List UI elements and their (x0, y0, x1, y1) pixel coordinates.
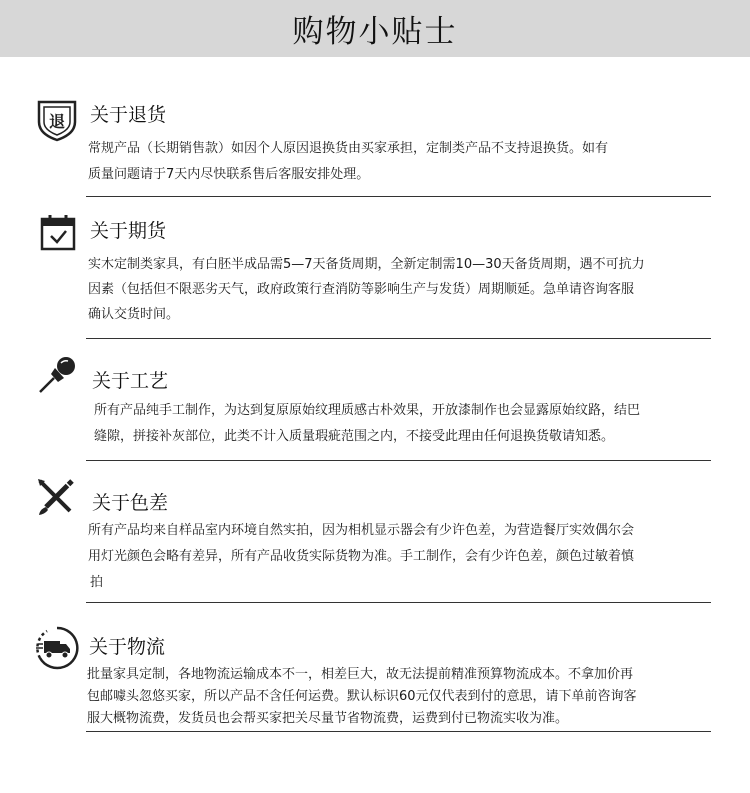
body-line: 缝隙，拼接补灰部位，此类不计入质量瑕疵范围之内，不接受此理由任何退换货敬请知悉。 (94, 429, 615, 444)
body-line: 批量家具定制，各地物流运输成本不一，相差巨大，故无法提前精准预算物流成本。不拿加价再 (87, 667, 634, 682)
pushpin-icon (37, 354, 79, 394)
section-body (88, 521, 634, 599)
delivery-truck-icon (34, 625, 80, 671)
section-heading: 关于工艺 (92, 370, 169, 392)
calendar-check-icon (38, 213, 78, 253)
body-line: 常规产品（长期销售款）如因个人原因退换货由买家承担，定制类产品不支持退换货。如有 (88, 141, 609, 156)
section-body (87, 665, 637, 731)
body-line: 用灯光颜色会略有差异，所有产品收货实际货物为准。手工制作，会有少许色差，颜色过敏着慎 (88, 549, 635, 564)
section-body (94, 401, 640, 453)
body-line: 包邮噱头忽悠买家，所以产品不含任何运费。默认标识60元仅代表到付的意思，请下单前咨询客 (87, 689, 637, 704)
section-heading: 关于期货 (90, 220, 167, 242)
divider (86, 196, 711, 197)
body-line: 因素（包括但不限恶劣天气，政府政策行查消防等影响生产与发货）周期顺延。急单请咨询客服 (88, 282, 635, 297)
body-line: 实木定制类家具，有白胚半成品需5—7天备货周期，全新定制需10—30天备货周期，遇不可抗力 (88, 257, 645, 272)
brush-pencil-cross-icon (36, 477, 76, 517)
body-line: 所有产品均来自样品室内环境自然实拍，因为相机显示器会有少许色差，为营造餐厅实效偶尔会 (88, 523, 635, 538)
divider (86, 602, 711, 603)
section-heading: 关于退货 (90, 104, 167, 126)
divider (86, 731, 711, 732)
body-line: 质量问题请于7天内尽快联系售后客服安排处理。 (88, 167, 370, 182)
section-body (88, 255, 645, 330)
page-title: 购物小贴士 (292, 14, 458, 50)
return-badge-icon (36, 98, 78, 142)
page-header (0, 0, 750, 57)
body-line: 服大概物流费，发货员也会帮买家把关尽量节省物流费，运费到付已物流实收为准。 (87, 711, 569, 726)
body-line: 拍 (90, 575, 104, 590)
section-body (88, 139, 608, 191)
section-heading: 关于色差 (92, 492, 169, 514)
body-line: 确认交货时间。 (88, 307, 180, 322)
body-line: 所有产品纯手工制作，为达到复原原始纹理质感古朴效果，开放漆制作也会显露原始纹路，结巴 (94, 403, 641, 418)
divider (86, 460, 711, 461)
svg-text:退: 退 (48, 112, 66, 131)
divider (86, 338, 711, 339)
section-heading: 关于物流 (89, 636, 166, 658)
